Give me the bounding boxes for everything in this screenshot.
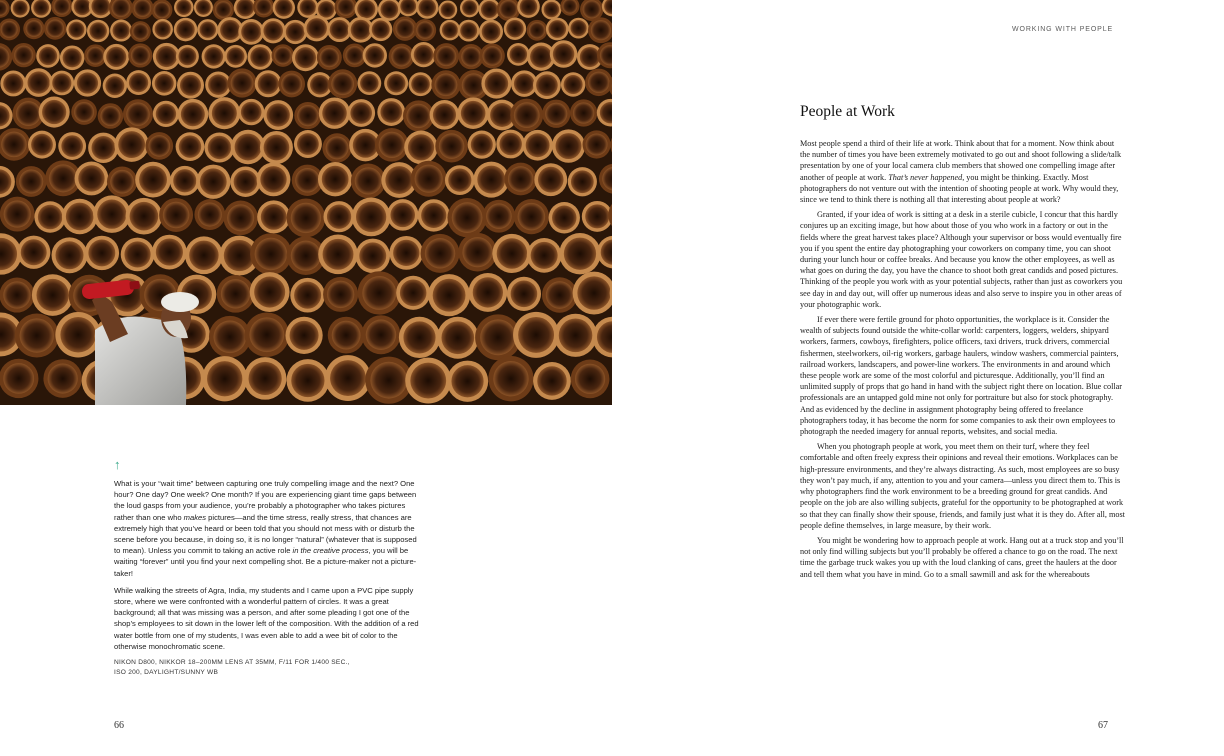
pipe-hole	[585, 204, 609, 228]
pipe-hole	[267, 103, 290, 126]
pipe-hole	[281, 74, 302, 95]
pipe-hole	[263, 21, 283, 41]
pipe-hole	[235, 134, 262, 161]
pipe-hole	[564, 75, 583, 94]
pipe-hole	[215, 1, 232, 18]
pipe-hole	[391, 46, 411, 66]
pipe-hole	[290, 321, 319, 350]
pipe-hole	[508, 166, 533, 191]
pipe-hole	[221, 279, 250, 308]
pipe-hole	[139, 166, 167, 194]
caption-paragraph: What is your “wait time” between capturing one truly compelling image and the next? One hour? One day? One week? One month? If you are experiencing giant time gaps between the loud gasps from your audience, you’re probably a photographer who takes pictures rather than one who makes pictures—and the time stress, really stress, that chances are extremely high that you’ve heard or been told that you should not mess with or disturb the scene before you because, in doing so, it is no longer “natural” (whatever that is supposed to mean). Unless you commit to taking an active role in the creative process, you will be waiting “forever” until you find your next compelling shot. Be a picture-maker not a picture-taker!	[114, 479, 417, 578]
pipe-hole	[154, 2, 170, 18]
pipe-hole	[130, 202, 159, 231]
pipe-hole	[327, 205, 351, 229]
pipe-hole	[380, 1, 398, 19]
pipe-hole	[499, 133, 521, 155]
pipe-hole	[362, 276, 396, 310]
pipe-hole	[406, 104, 430, 128]
pipe-hole	[176, 20, 194, 38]
pipe-hole	[38, 205, 63, 230]
pipe-hole	[220, 20, 240, 40]
pipe-hole	[385, 166, 413, 194]
pipe-hole	[480, 319, 516, 355]
pipe-hole	[462, 0, 477, 15]
pipe-hole	[254, 277, 285, 308]
pipe-hole	[473, 277, 503, 307]
pipe-hole	[433, 103, 456, 126]
pipe-hole	[442, 22, 458, 38]
pipe-hole	[441, 3, 456, 18]
pipe-hole	[52, 73, 71, 92]
page-number-right: 67	[1098, 720, 1108, 731]
pipe-hole	[559, 319, 593, 353]
pipe-hole	[63, 48, 82, 67]
pipe-hole	[366, 320, 396, 350]
pipe-hole	[580, 47, 600, 67]
pipe-hole	[482, 22, 501, 41]
pipe-hole	[19, 170, 43, 194]
pipe-hole	[379, 132, 405, 158]
pipe-hole	[536, 74, 558, 96]
pipe-hole	[331, 72, 354, 95]
pipe-hole	[295, 168, 319, 192]
pipe-hole	[591, 20, 611, 40]
pipe-hole	[31, 134, 53, 156]
pipe-hole	[531, 242, 558, 269]
pipe-hole	[514, 102, 540, 128]
pipe-hole	[260, 166, 286, 192]
pipe-hole	[416, 21, 433, 38]
pipe-hole	[286, 23, 305, 42]
pipe-hole	[461, 101, 486, 126]
pipe-hole	[497, 238, 528, 269]
pipe-hole	[33, 0, 49, 16]
pipe-hole	[155, 21, 171, 37]
pipe-hole	[359, 242, 386, 269]
pvc-pipes-illustration	[0, 0, 612, 405]
body-paragraph: Most people spend a third of their life at work. Think about that for a moment. Now think about the number of times you have been extremely motivated to go out and shoot following a slide/talk presentation by one of your local camera club members that showed one compelling image after another of people at work. That’s never happened, you might be thinking. Exactly. Most photographers do not venture out with the intention of shooting people at work. Why would they, since we tend to think there is nothing all that interesting about people at work?	[800, 139, 1122, 205]
pipe-hole	[105, 76, 124, 95]
pipe-hole	[46, 19, 64, 37]
pipe-hole	[485, 72, 509, 96]
pipe-hole	[13, 1, 28, 16]
pipe-hole	[132, 23, 148, 39]
pipe-hole	[173, 169, 196, 192]
pipe-hole	[577, 276, 610, 309]
pipe-hole	[129, 73, 148, 92]
pipe-hole	[477, 166, 505, 194]
pipe-hole	[410, 363, 446, 399]
pipe-hole	[380, 101, 402, 123]
pipe-hole	[323, 239, 354, 270]
body-text	[800, 138, 1126, 580]
pipe-hole	[261, 204, 287, 230]
pipe-hole	[291, 364, 324, 397]
pipe-hole	[163, 202, 189, 228]
pipe-hole	[310, 75, 330, 95]
pipe-hole	[180, 75, 201, 96]
pipe-hole	[506, 20, 524, 38]
pipe-hole	[176, 0, 191, 15]
pipe-hole	[529, 22, 545, 38]
pipe-hole	[414, 45, 434, 65]
pipe-hole	[155, 74, 174, 93]
right-page	[612, 0, 1224, 756]
pipe-hole	[3, 363, 34, 394]
pipe-hole	[207, 361, 242, 396]
pipe-hole	[110, 170, 134, 194]
pipe-hole	[546, 281, 574, 309]
pipe-hole	[274, 47, 292, 65]
pipe-hole	[241, 102, 262, 123]
pipe-hole	[214, 320, 247, 353]
pipe-hole	[586, 134, 608, 156]
pipe-hole	[357, 0, 375, 18]
pipe-hole	[306, 18, 326, 38]
body-paragraph: You might be wondering how to approach people at work. Hang out at a truck stop and you’ll not only find willing subjects but you’ll probably be offered a chance to go on the road. The next time the garbage truck wakes you up with the loud clanking of cans, greet the haulers at the door and tell them what you have in mind. Go to a small sawmill and ask for the whereabouts	[800, 535, 1124, 579]
pipe-hole	[297, 105, 318, 126]
pipe-hole	[493, 361, 528, 396]
pipe-hole	[241, 22, 261, 42]
pipe-hole	[179, 135, 201, 157]
pipe-hole	[249, 317, 284, 352]
pipe-hole	[124, 241, 150, 267]
pipe-hole	[350, 102, 372, 124]
pipe-hole	[400, 280, 427, 307]
arrow-up-icon: ↑	[114, 457, 121, 472]
pipe-hole	[387, 74, 406, 93]
pipe-hole	[148, 135, 170, 157]
pipe-hole	[156, 239, 183, 266]
pipe-hole	[291, 241, 321, 271]
page-number-left: 66	[114, 720, 124, 731]
pipe-hole	[439, 133, 464, 158]
pipe-hole	[330, 360, 366, 396]
photo-caption	[114, 478, 424, 677]
body-paragraph: When you photograph people at work, you meet them on their turf, where they feel comfortable and often freely express their opinions and reveal their emotions. Workplaces can be high-pressure environments, and they’re always distracting. As such, most employees are so busy they won’t pay much, if any, attention to you and your camera—unless you direct them to. This is why photographers find the work environment to be a breeding ground for great candids. And people on the job are also willing subjects, grateful for the opportunity to be photographed at work so that they can finally show their spouse, friends, and family just what it is they do. After all, most people define themselves, in large measure, by their work.	[800, 442, 1125, 530]
pipe-hole	[156, 104, 176, 124]
pipe-hole	[390, 203, 415, 228]
pipe-hole	[227, 47, 245, 65]
pipe-hole	[66, 203, 94, 231]
pvc-pipes-photo	[0, 0, 612, 405]
pipe-hole	[97, 200, 126, 229]
pipe-hole	[441, 321, 474, 354]
pipe-hole	[178, 47, 196, 65]
pipe-hole	[258, 73, 279, 94]
pipe-hole	[483, 46, 503, 66]
pipe-hole	[544, 2, 560, 18]
pipe-hole	[509, 46, 527, 64]
pipe-hole	[27, 71, 49, 93]
pipe-hole	[355, 167, 382, 194]
pipe-hole	[55, 241, 83, 269]
pipe-hole	[365, 46, 384, 65]
pipe-hole	[4, 201, 31, 228]
camera-specs: NIKON D800, NIKKOR 18–200MM LENS AT 35MM, F/11 FOR 1/400 SEC., ISO 200, DAYLIGHT/SUNNY WB	[114, 659, 350, 676]
pipe-hole	[588, 72, 609, 93]
pipe-hole	[518, 317, 554, 353]
pipe-hole	[345, 46, 363, 64]
pipe-hole	[200, 168, 227, 195]
pipe-hole	[112, 22, 129, 39]
pipe-hole	[518, 203, 545, 230]
pipe-hole	[291, 203, 321, 233]
pipe-hole	[20, 318, 54, 352]
pipe-hole	[403, 321, 435, 353]
pipe-hole	[330, 20, 349, 39]
pipe-hole	[326, 137, 349, 160]
pipe-hole	[212, 101, 237, 126]
body-paragraph: If ever there were fertile ground for photo opportunities, the workplace is it. Consider the wealth of subjects found outside the white-collar world: carpenters, loggers, welders, shipyard workers, farmers, cowboys, firefighters, police officers, taxi drivers, truck drivers, commercial fishermen, steelworkers, oil-rig workers, garbage haulers, window washers, commercial painters, railroad workers, landscapers, and power-line workers. The environments in and around which these people work are some of the most colorful and picturesque. Additionally, you’ll find an unlimited supply of props that go hand in hand with the subject right there on location. Blue collar professionals are an untapped gold mine not only for portraiture but also for stock photography. And as evidenced by the decline in assignment photography being offered to freelance photographers today, it has become the norm for some companies to ask their own employees to photograph the needed imagery for annual reports, websites, and social media.	[800, 315, 1122, 437]
pipe-hole	[545, 103, 567, 125]
body-paragraph: Granted, if your idea of work is sitting at a desk in a sterile cubicle, I concur that this hardly conjures up an exciting image, but how about those of you who work in a factory or out in the fields where the great harvest takes place? Although your supervisor or boss would eventually fire you if you spent the entire day photographing your coworkers on company time, you can shoot during your lunch hour or coffee breaks. And because you know the other employees, as well as what goes on during the day, you have the chance to shoot both great candids and posed pictures. Thinking of the people you work with as your potential subjects, rather than just as coworkers you see day in and day out, will offer up numerous ideas and also serve to inspire you in other areas of your photographic work.	[800, 210, 1123, 309]
pipe-hole	[36, 279, 68, 311]
pipe-hole	[571, 170, 594, 193]
pipe-hole	[68, 22, 84, 38]
pipe-hole	[1, 132, 27, 158]
pipe-hole	[481, 1, 498, 18]
pipe-hole	[100, 106, 120, 126]
pipe-hole	[16, 101, 41, 126]
pipe-hole	[573, 102, 594, 123]
pipe-hole	[526, 133, 550, 157]
pipe-hole	[320, 48, 339, 67]
pipe-hole	[548, 20, 566, 38]
pipe-hole	[564, 238, 596, 270]
pipe-hole	[60, 317, 95, 352]
pipe-hole	[393, 240, 419, 266]
pipe-hole	[294, 282, 321, 309]
pipe-hole	[425, 238, 455, 268]
pipe-hole	[538, 167, 564, 193]
pipe-hole	[156, 46, 177, 67]
pipe-hole	[231, 72, 254, 95]
pipe-hole	[295, 47, 316, 68]
pipe-hole	[448, 169, 471, 192]
pipe-hole	[89, 22, 106, 39]
pipe-hole	[436, 46, 456, 66]
pipe-hole	[332, 321, 361, 350]
pipe-hole	[204, 47, 223, 66]
pipe-hole	[433, 279, 466, 312]
pipe-hole	[514, 73, 535, 94]
pipe-hole	[570, 20, 586, 36]
pipe-hole	[408, 134, 434, 160]
caption-paragraph: While walking the streets of Agra, India, my students and I came upon a PVC pipe supply store, where we were confronted with a wonderful pattern of circles. It was a great background; all that was missing was a person, and after some pleading I got one of the shop’s employees to sit down in the lower left of the composition. With the addition of a red water bottle from one of my students, I was even able to add a wee bit of color to the otherwise monochromatic scene.	[114, 585, 419, 651]
pipe-hole	[26, 20, 43, 37]
pipe-hole	[499, 0, 517, 18]
pipe-hole	[106, 47, 126, 67]
pipe-hole	[552, 206, 576, 230]
pipe-hole	[553, 43, 575, 65]
pipe-hole	[42, 100, 66, 124]
pipe-hole	[3, 281, 30, 308]
pipe-hole	[370, 362, 407, 399]
pipe-hole	[462, 237, 492, 267]
pipe-hole	[451, 365, 483, 397]
pipe-hole	[14, 46, 33, 65]
pipe-hole	[360, 74, 379, 93]
pipe-hole	[74, 102, 94, 122]
pipe-hole	[208, 74, 229, 95]
section-title: People at Work	[800, 103, 895, 120]
pipe-hole	[196, 0, 211, 15]
pipe-hole	[461, 47, 481, 67]
pipe-hole	[49, 164, 77, 192]
pipe-hole	[471, 134, 493, 156]
pipe-hole	[21, 239, 47, 265]
pipe-hole	[227, 204, 254, 231]
pipe-hole	[297, 133, 319, 155]
pipe-hole	[537, 366, 566, 395]
pipe-hole	[486, 203, 512, 229]
pipe-hole	[322, 166, 349, 193]
pipe-hole	[126, 103, 149, 126]
pipe-hole	[118, 131, 145, 158]
pipe-hole	[87, 47, 105, 65]
pipe-hole	[372, 20, 390, 38]
pipe-hole	[77, 72, 98, 93]
pipe-hole	[421, 203, 446, 228]
pipe-hole	[556, 133, 582, 159]
pipe-hole	[322, 101, 347, 126]
pipe-hole	[530, 46, 552, 68]
pipe-hole	[39, 47, 57, 65]
pipe-hole	[395, 19, 414, 38]
pipe-hole	[249, 362, 282, 395]
pipe-hole	[78, 165, 104, 191]
pipe-hole	[318, 1, 335, 18]
running-head: WORKING WITH PEOPLE	[1012, 26, 1114, 33]
pipe-hole	[1, 21, 18, 38]
pipe-hole	[452, 202, 483, 233]
pipe-hole	[208, 136, 231, 159]
pipe-hole	[91, 136, 115, 160]
pipe-hole	[356, 202, 386, 232]
pipe-hole	[460, 22, 477, 39]
pipe-hole	[575, 364, 605, 394]
pipe-hole	[181, 102, 205, 126]
pipe-hole	[189, 241, 218, 270]
pipe-hole	[583, 0, 601, 18]
pipe-hole	[255, 238, 288, 271]
pipe-hole	[250, 47, 270, 67]
pipe-hole	[351, 20, 371, 40]
pipe-hole	[415, 165, 443, 193]
pipe-hole	[264, 135, 290, 161]
pipe-hole	[411, 75, 430, 94]
pipe-hole	[234, 170, 258, 194]
pipe-hole	[48, 363, 78, 393]
pipe-hole	[88, 239, 115, 266]
pipe-hole	[131, 46, 150, 65]
pipe-hole	[198, 203, 222, 227]
pipe-hole	[134, 0, 151, 17]
pipe-hole	[3, 73, 23, 93]
pipe-hole	[511, 281, 538, 308]
pipe-hole	[200, 21, 216, 37]
pipe-hole	[353, 132, 378, 157]
pipe-hole	[61, 135, 83, 157]
pipe-hole	[327, 281, 354, 308]
pipe-hole	[435, 73, 458, 96]
